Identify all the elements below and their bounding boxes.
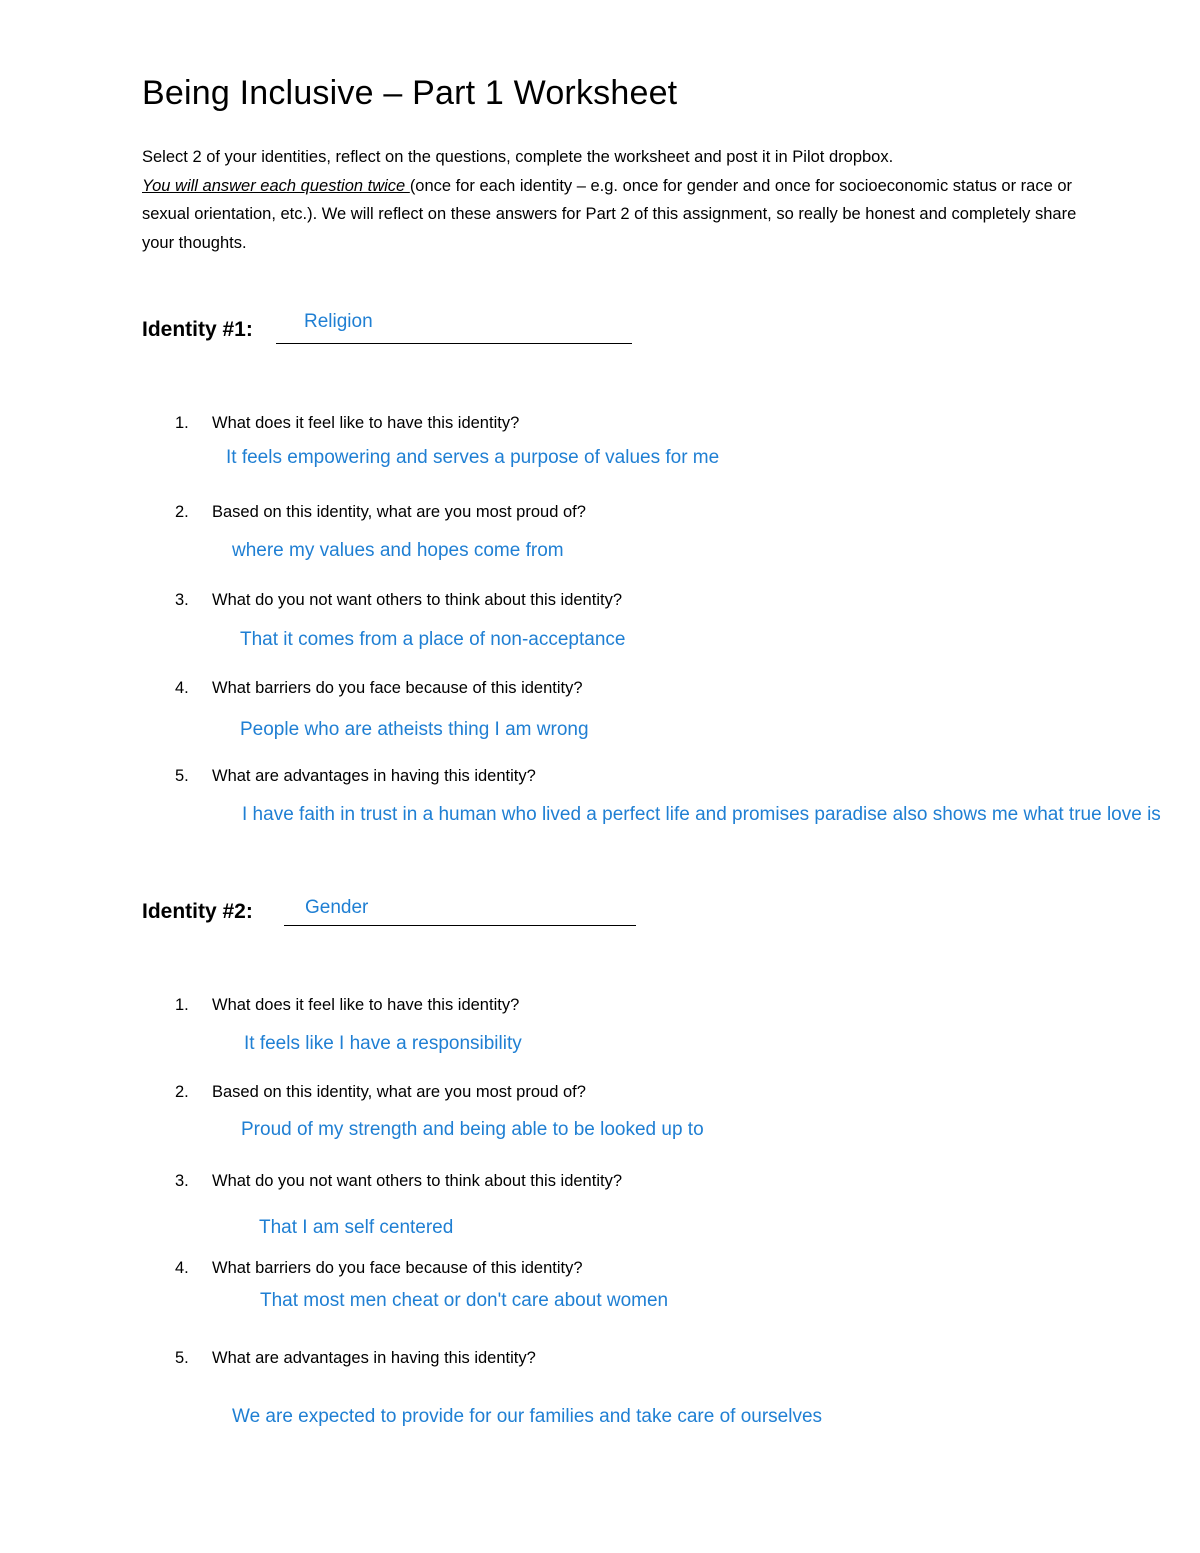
identity-1-answer-3[interactable]: That it comes from a place of non-acceptance [240,629,626,650]
identity-2-question-2: 2. Based on this identity, what are you most proud of? [175,1083,586,1101]
identity-2-answer-1[interactable]: It feels like I have a responsibility [244,1033,522,1054]
instructions-line: Select 2 of your identities, reflect on the questions, complete the worksheet and post it in Pilot dropbox. [142,148,894,166]
identity-2-value[interactable]: Gender [305,897,369,918]
identity-1-question-5: 5. What are advantages in having this identity? [175,767,536,785]
page-title: Being Inclusive – Part 1 Worksheet [142,74,678,112]
identity-1-question-4: 4. What barriers do you face because of this identity? [175,679,583,697]
identity-1-answer-4[interactable]: People who are atheists thing I am wrong [240,719,589,740]
identity-1-answer-1[interactable]: It feels empowering and serves a purpose of values for me [226,447,720,468]
identity-2-answer-3[interactable]: That I am self centered [259,1217,454,1238]
identity-2-question-5: 5. What are advantages in having this identity? [175,1349,536,1367]
identity-1-answer-2[interactable]: where my values and hopes come from [232,540,564,561]
instructions [142,143,1082,257]
identity-2-question-1: 1. What does it feel like to have this identity? [175,996,520,1014]
identity-1-question-2: 2. Based on this identity, what are you most proud of? [175,503,586,521]
identity-2-heading: Identity #2: [142,900,253,923]
identity-1-question-3: 3. What do you not want others to think about this identity? [175,591,622,609]
identity-2-answer-5[interactable]: We are expected to provide for our families and take care of ourselves [232,1406,823,1427]
identity-2-question-4: 4. What barriers do you face because of this identity? [175,1259,583,1277]
identity-1-underline [276,343,632,344]
instructions-emphasis: You will answer each question twice [142,176,410,195]
identity-1-question-1: 1. What does it feel like to have this identity? [175,414,520,432]
identity-2-underline [284,925,636,926]
identity-1-answer-5[interactable]: I have faith in trust in a human who lived a perfect life and promises paradise also shows me what true love is [242,804,1161,825]
identity-2-answer-2[interactable]: Proud of my strength and being able to be looked up to [241,1119,704,1140]
identity-1-value[interactable]: Religion [304,311,373,332]
identity-1-heading: Identity #1: [142,318,253,341]
instructions-rest: (once for each identity – e.g. once for gender and once for socioeconomic status or race or sexual orientation, etc.). We will reflect on these answers for Part 2 of this assignment, so really be honest and completely share your thoughts. [142,176,1077,252]
identity-2-answer-4[interactable]: That most men cheat or don't care about women [260,1290,669,1311]
identity-2-question-3: 3. What do you not want others to think about this identity? [175,1172,622,1190]
